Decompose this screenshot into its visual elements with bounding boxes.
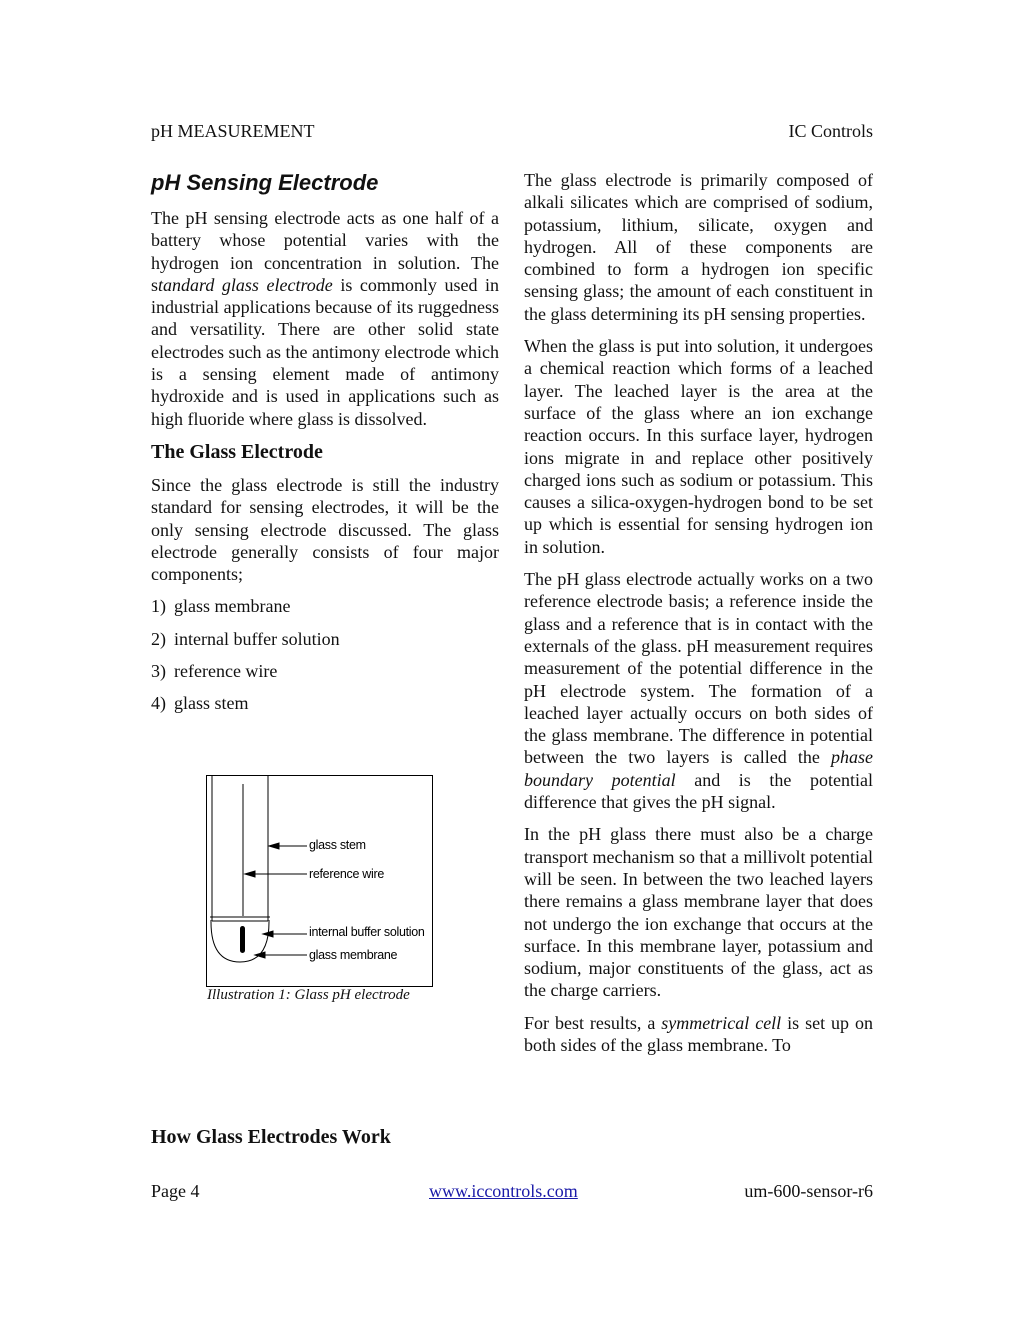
label-internal-buffer: internal buffer solution xyxy=(309,925,425,939)
list-item xyxy=(151,692,499,714)
components-paragraph: Since the glass electrode is still the industry standard for sensing electrodes, it will be the only sensing electrode discussed. The glass electrode generally consists of four major components; xyxy=(151,474,499,585)
list-text: reference wire xyxy=(174,661,278,682)
running-header-company: IC Controls xyxy=(788,121,873,141)
intro-emphasis: tandard glass electrode xyxy=(158,274,333,295)
reference-basis-paragraph xyxy=(524,568,873,813)
document-id: um-600-sensor-r6 xyxy=(744,1181,873,1201)
label-glass-membrane: glass membrane xyxy=(309,948,398,962)
intro-text-post: is commonly used in industrial applications because of its ruggedness and versatility. There are other solid state electrodes such as the antimony electrode which is a sensing element made of antimony hydroxide and is used in applications such as high fluoride where glass is dissolved. xyxy=(151,274,499,429)
list-item xyxy=(151,660,499,682)
subsection-title: The Glass Electrode xyxy=(151,440,323,463)
website-link[interactable]: www.iccontrols.com xyxy=(429,1181,578,1201)
symmetrical-cell-paragraph xyxy=(524,1012,873,1057)
running-header-section: pH MEASUREMENT xyxy=(151,121,315,141)
list-number: 1) xyxy=(151,596,166,617)
label-arrows xyxy=(245,843,307,958)
list-text: glass stem xyxy=(174,693,249,714)
label-reference-wire: reference wire xyxy=(309,867,384,881)
intro-paragraph xyxy=(151,207,499,430)
list-text: internal buffer solution xyxy=(174,628,340,649)
page-number: Page 4 xyxy=(151,1181,200,1201)
left-column xyxy=(151,168,499,725)
leached-layer-paragraph: When the glass is put into solution, it undergoes a chemical reaction which forms of a leached layer. The leached layer is the area at the surface of the glass where an ion exchange reaction occurs. In this surface layer, hydrogen ions migrate in and replace other positively charged ions such as sodium or potassium. This causes a silica-oxygen-hydrogen bond to be set up which is essential for sensing hydrogen ion in solution. xyxy=(524,336,873,557)
list-item xyxy=(151,628,499,650)
right-column xyxy=(524,169,873,1066)
p3-emphasis: phase boundary potential xyxy=(524,747,873,790)
how-it-works-heading: How Glass Electrodes Work xyxy=(151,1126,391,1148)
section-title: pH Sensing Electrode xyxy=(151,170,379,195)
p5-post: is set up on both sides of the glass membrane. To xyxy=(524,1012,873,1055)
list-text: glass membrane xyxy=(174,596,291,617)
glass-electrode-illustration xyxy=(206,775,433,987)
list-number: 4) xyxy=(151,693,166,714)
p5-pre: For best results, a xyxy=(524,1012,662,1033)
list-number: 3) xyxy=(151,661,166,682)
reference-element xyxy=(240,926,245,953)
p5-emphasis: symmetrical cell xyxy=(661,1012,782,1033)
label-glass-stem: glass stem xyxy=(309,838,366,852)
charge-transport-paragraph: In the pH glass there must also be a charge transport mechanism so that a millivolt potential will be seen. In between the two leached layers there remains a glass membrane layer that does not undergo the ion exchange that occurs at the surface. In this membrane layer, potassium and sodium, major constituents of the glass, act as the charge carriers. xyxy=(524,824,873,1001)
figure-caption: Illustration 1: Glass pH electrode xyxy=(207,987,410,1003)
list-number: 2) xyxy=(151,628,166,649)
composition-paragraph: The glass electrode is primarily composed of alkali silicates which are comprised of sodium, potassium, lithium, silicate, oxygen and hydrogen. All of these components are combined to form a hydrogen ion specific sensing glass; the amount of each constituent in the glass determining its pH sensing properties. xyxy=(524,170,873,324)
p3-post: and is the potential difference that gives the pH signal. xyxy=(524,769,873,813)
intro-text-pre: The pH sensing electrode acts as one half of a battery whose potential varies with the hydrogen ion concentration in solution. The s xyxy=(151,208,499,295)
p3-pre: The pH glass electrode actually works on a two reference electrode basis; a reference inside the glass and a reference that is in contact with the externals of the glass. pH measurement requires measurement of the potential difference in the pH electrode system. The formation of a leached layer actually occurs on both sides of the glass membrane. The difference in potential between the two layers is called the xyxy=(524,569,873,768)
list-item xyxy=(151,595,499,617)
components-list xyxy=(151,595,499,714)
